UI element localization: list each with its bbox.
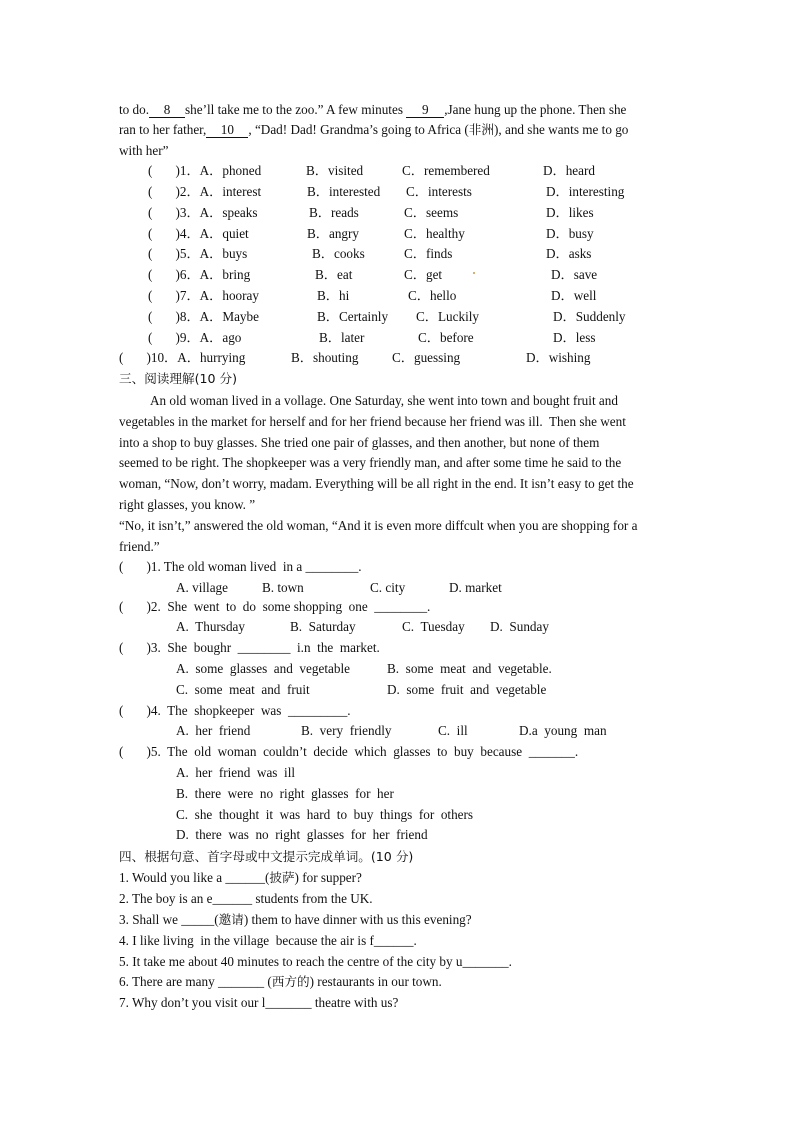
- passage-line: “No, it isn’t,” answered the old woman, “And it is even more diffcult when you are shopping for a: [119, 518, 638, 533]
- section-3-title: 三、阅读理解(10 分): [119, 371, 238, 386]
- rq5-stem: ( )5. The old woman couldn’t decide which glasses to buy because _______.: [119, 744, 579, 759]
- mc1-q7: ( )7．A．hooray: [148, 288, 259, 303]
- cloze-line-3: with her”: [119, 143, 169, 158]
- fill-item-3: 3. Shall we _____(邀请) them to have dinner with us this evening?: [119, 912, 472, 927]
- rq3-b: B. some meat and vegetable.: [387, 661, 552, 676]
- rq3-d: D. some fruit and vegetable: [387, 682, 547, 697]
- mc1-q1-c: C．remembered: [402, 163, 490, 178]
- fill-item-5: 5. It take me about 40 minutes to reach the centre of the city by u_______.: [119, 954, 512, 969]
- mc1-q5: ( )5．A．buys: [148, 246, 248, 261]
- passage-line: right glasses, you know. ”: [119, 497, 256, 512]
- mc1-q4: ( )4．A．quiet: [148, 226, 249, 241]
- fill-item-2: 2. The boy is an e______ students from the UK.: [119, 891, 373, 906]
- passage-line: seemed to be right. The shopkeeper was a very friendly man, and after some time he said to the: [119, 455, 622, 470]
- stray-dot: [473, 272, 475, 274]
- rq3-stem: ( )3. She boughr ________ i.n the market.: [119, 640, 380, 655]
- mc1-q8-b: B．Certainly: [317, 309, 389, 324]
- mc1-q9-b: B．later: [319, 330, 365, 345]
- rq1-d: D. market: [449, 580, 502, 595]
- rq3-a: A. some glasses and vegetable: [176, 661, 350, 676]
- mc1-q5-c: C．finds: [404, 246, 453, 261]
- fill-item-7: 7. Why don’t you visit our l_______ theatre with us?: [119, 995, 399, 1010]
- mc1-q10: ( )10．A．hurrying: [119, 350, 246, 365]
- mc1-q9-c: C．before: [418, 330, 474, 345]
- cloze-line-2: ran to her father, 10 , “Dad! Dad! Grandma’s going to Africa (非洲), and she wants me to go: [119, 122, 629, 137]
- rq1-stem: ( )1. The old woman lived in a ________.: [119, 559, 362, 574]
- mc1-q3-d: D．likes: [546, 205, 594, 220]
- passage-line: friend.”: [119, 539, 160, 554]
- mc1-q2-b: B．interested: [307, 184, 381, 199]
- rq1-b: B. town: [262, 580, 304, 595]
- fill-item-1: 1. Would you like a ______(披萨) for supper?: [119, 870, 362, 885]
- mc1-q8: ( )8．A．Maybe: [148, 309, 259, 324]
- mc1-q4-d: D．busy: [546, 226, 594, 241]
- fill-item-4: 4. I like living in the village because the air is f______.: [119, 933, 417, 948]
- mc1-q6-c: C．get: [404, 267, 443, 282]
- mc1-q2: ( )2．A．interest: [148, 184, 262, 199]
- mc1-q8-d: D．Suddenly: [553, 309, 626, 324]
- mc1-q1-d: D．heard: [543, 163, 595, 178]
- mc1-q4-c: C．healthy: [404, 226, 465, 241]
- mc1-q1-b: B．visited: [306, 163, 364, 178]
- rq5-b: B. there were no right glasses for her: [176, 786, 394, 801]
- fill-item-6: 6. There are many _______ (西方的) restaurants in our town.: [119, 974, 442, 989]
- rq1-a: A. village: [176, 580, 229, 595]
- rq2-c: C. Tuesday: [402, 619, 465, 634]
- rq4-c: C. ill: [438, 723, 468, 738]
- mc1-q9-d: D．less: [553, 330, 596, 345]
- rq2-a: A. Thursday: [176, 619, 245, 634]
- rq5-c: C. she thought it was hard to buy things for others: [176, 807, 474, 822]
- rq3-c: C. some meat and fruit: [176, 682, 310, 697]
- mc1-q6: ( )6．A．bring: [148, 267, 251, 282]
- rq1-c: C. city: [370, 580, 406, 595]
- mc1-q5-b: B．cooks: [312, 246, 365, 261]
- rq5-d: D. there was no right glasses for her friend: [176, 827, 428, 842]
- mc1-q7-c: C．hello: [408, 288, 457, 303]
- passage-line: into a shop to buy glasses. She tried one pair of glasses, and then another, but none of them: [119, 435, 600, 450]
- mc1-q7-b: B．hi: [317, 288, 350, 303]
- passage-line: vegetables in the market for herself and for her friend because her friend was ill. Then she went: [119, 414, 626, 429]
- mc1-q10-b: B．shouting: [291, 350, 359, 365]
- rq4-d: D.a young man: [519, 723, 607, 738]
- mc1-q2-d: D．interesting: [546, 184, 625, 199]
- mc1-q8-c: C．Luckily: [416, 309, 480, 324]
- rq2-d: D. Sunday: [490, 619, 549, 634]
- rq4-stem: ( )4. The shopkeeper was _________.: [119, 703, 351, 718]
- blank-8: 8: [149, 103, 185, 118]
- mc1-q3: ( )3．A．speaks: [148, 205, 258, 220]
- passage-line: An old woman lived in a vollage. One Saturday, she went into town and bought fruit and: [150, 393, 618, 408]
- mc1-q10-c: C．guessing: [392, 350, 461, 365]
- mc1-q3-b: B．reads: [309, 205, 359, 220]
- mc1-q4-b: B．angry: [307, 226, 360, 241]
- rq2-b: B. Saturday: [290, 619, 356, 634]
- mc1-q2-c: C．interests: [406, 184, 472, 199]
- mc1-q6-d: D．save: [551, 267, 598, 282]
- mc1-q3-c: C．seems: [404, 205, 459, 220]
- blank-10: 10: [206, 123, 248, 138]
- mc1-q1: ( )1．A．phoned: [148, 163, 262, 178]
- mc1-q10-d: D．wishing: [526, 350, 591, 365]
- blank-9: 9: [406, 103, 444, 118]
- rq2-stem: ( )2. She went to do some shopping one ________.: [119, 599, 431, 614]
- mc1-q7-d: D．well: [551, 288, 597, 303]
- rq4-a: A. her friend: [176, 723, 251, 738]
- cloze-line-1: to do. 8 she’ll take me to the zoo.” A few minutes 9 ,Jane hung up the phone. Then she: [119, 102, 627, 117]
- mc1-q5-d: D．asks: [546, 246, 592, 261]
- rq5-a: A. her friend was ill: [176, 765, 296, 780]
- mc1-q6-b: B．eat: [315, 267, 353, 282]
- section-4-title: 四、根据句意、首字母或中文提示完成单词。(10 分): [119, 849, 414, 864]
- mc1-q9: ( )9．A．ago: [148, 330, 242, 345]
- rq4-b: B. very friendly: [301, 723, 392, 738]
- passage-line: woman, “Now, don’t worry, madam. Everything will be all right in the end. It isn’t easy to get the: [119, 476, 634, 491]
